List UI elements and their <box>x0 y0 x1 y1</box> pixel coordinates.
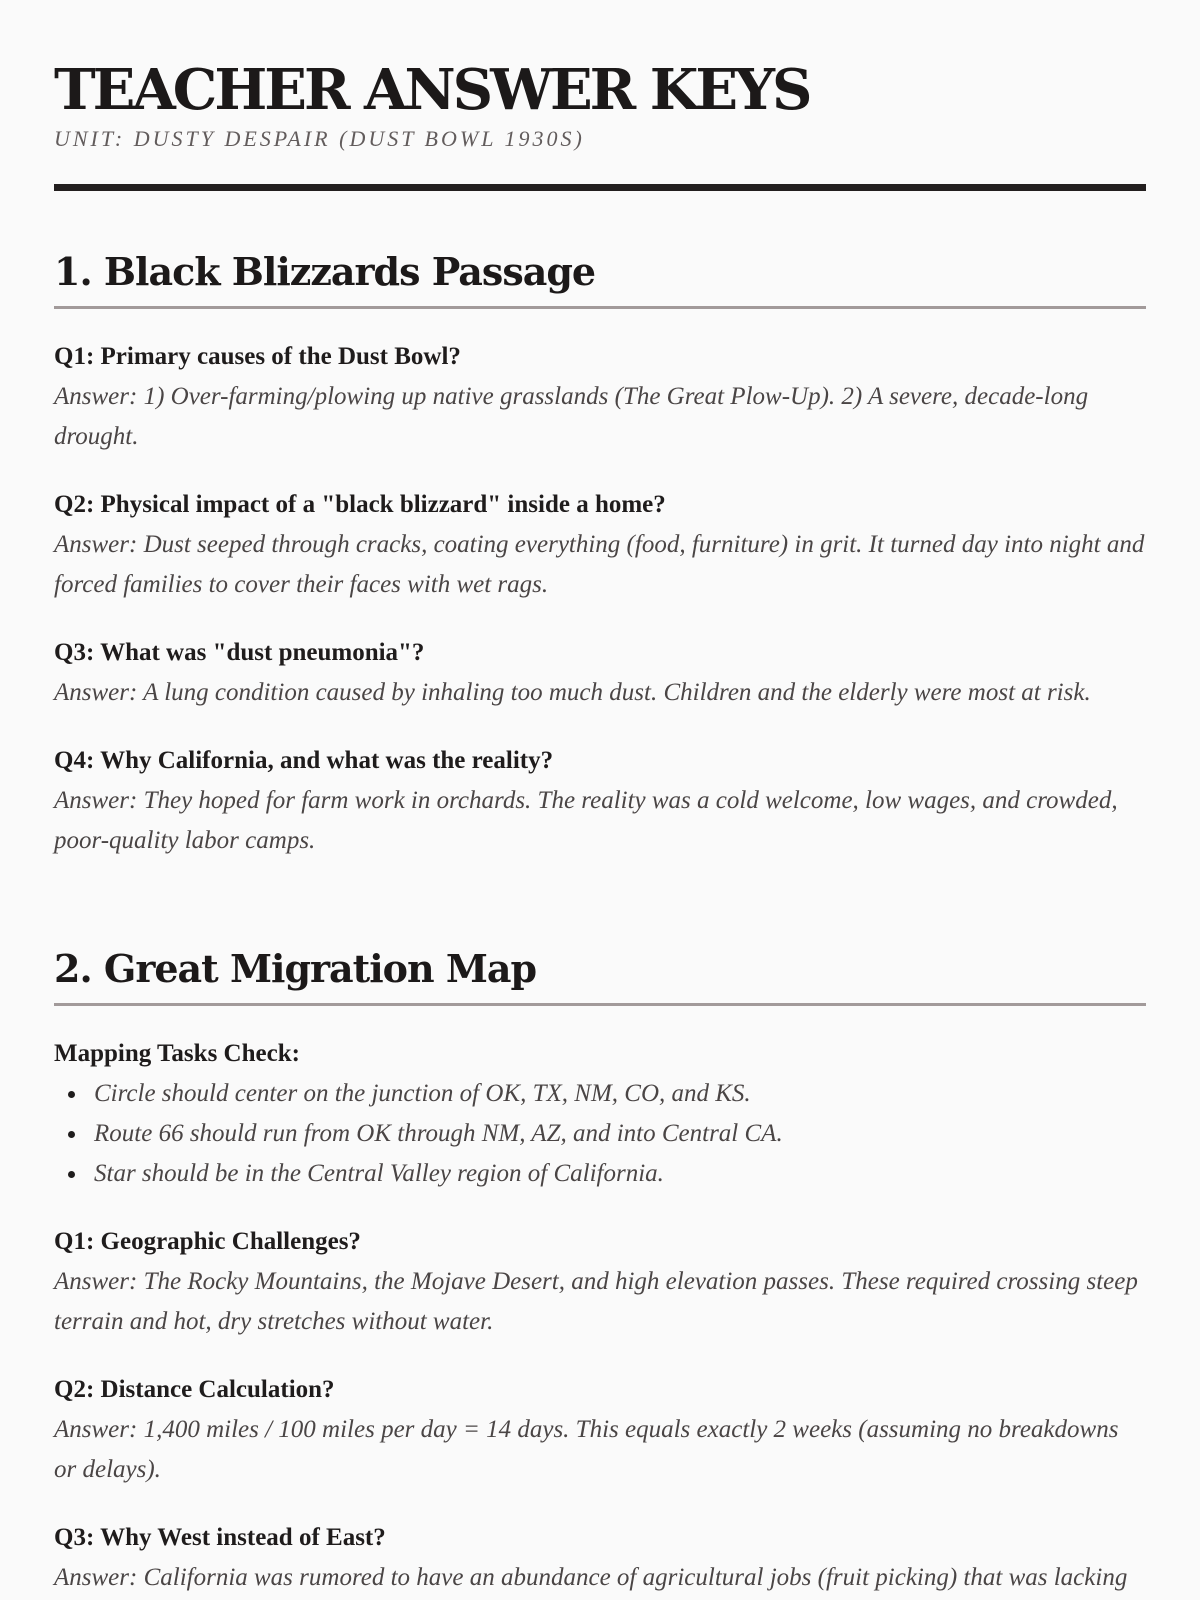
list-item <box>54 1114 1146 1154</box>
section-black-blizzards <box>54 246 1146 861</box>
mapping-tasks-label: Mapping Tasks Check: <box>54 1040 300 1067</box>
question: Q2: Physical impact of a "black blizzard" inside a home? <box>54 491 666 518</box>
question: Q3: Why West instead of East? <box>54 1524 386 1551</box>
qa-item <box>54 1518 1146 1598</box>
bullet-icon <box>68 1131 75 1138</box>
question: Q2: Distance Calculation? <box>54 1376 335 1403</box>
qa-item <box>54 485 1146 605</box>
answer: Answer: They hoped for farm work in orchards. The reality was a cold welcome, low wages, and crowded, poor-quality labor camps. <box>54 787 1118 854</box>
qa-item <box>54 1222 1146 1342</box>
answer: Answer: 1,400 miles / 100 miles per day = 14 days. This equals exactly 2 weeks (assuming no breakdowns or delays). <box>54 1416 1119 1483</box>
qa-item <box>54 1370 1146 1490</box>
answer: Answer: Dust seeped through cracks, coating everything (food, furniture) in grit. It turned day into night and forced families to cover their faces with wet rags. <box>54 531 1145 598</box>
answer: Answer: 1) Over-farming/plowing up native grasslands (The Great Plow-Up). 2) A severe, decade-long drought. <box>54 383 1089 450</box>
answer: Answer: A lung condition caused by inhaling too much dust. Children and the elderly were most at risk. <box>54 679 1091 706</box>
list-item <box>54 1074 1146 1114</box>
title-divider <box>54 184 1146 191</box>
document-subtitle: UNIT: DUSTY DESPAIR (DUST BOWL 1930S) <box>54 126 585 151</box>
qa-item <box>54 337 1146 457</box>
answer: Answer: The Rocky Mountains, the Mojave Desert, and high elevation passes. These required crossing steep terrain and hot, dry stretches without water. <box>54 1268 1138 1335</box>
document-title: TEACHER ANSWER KEYS <box>54 57 810 123</box>
bullet-icon <box>68 1171 75 1178</box>
list-item-text: Circle should center on the junction of OK, TX, NM, CO, and KS. <box>94 1080 751 1107</box>
qa-item <box>54 741 1146 861</box>
question: Q4: Why California, and what was the reality? <box>54 747 554 774</box>
question: Q1: Geographic Challenges? <box>54 1228 361 1255</box>
list-item-text: Star should be in the Central Valley region of California. <box>94 1160 664 1187</box>
bullet-icon <box>68 1091 75 1098</box>
list-item <box>54 1154 1146 1194</box>
section-heading: 2. Great Migration Map <box>54 943 1146 1006</box>
section-heading: 1. Black Blizzards Passage <box>54 246 1146 309</box>
section-great-migration-map <box>54 943 1146 1598</box>
question: Q3: What was "dust pneumonia"? <box>54 639 425 666</box>
qa-item <box>54 633 1146 713</box>
list-item-text: Route 66 should run from OK through NM, AZ, and into Central CA. <box>94 1120 783 1147</box>
mapping-tasks-list <box>54 1074 1146 1194</box>
answer: Answer: California was rumored to have an abundance of agricultural jobs (fruit picking) that was lacking <box>54 1564 1128 1591</box>
question: Q1: Primary causes of the Dust Bowl? <box>54 343 461 370</box>
